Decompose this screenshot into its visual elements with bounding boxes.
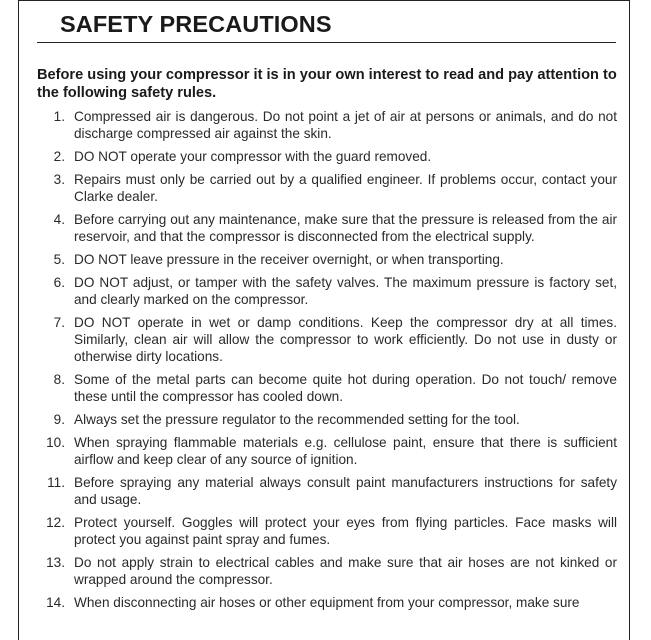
safety-rule-item (37, 211, 617, 245)
safety-rule-item (37, 514, 617, 548)
safety-rule-item (37, 274, 617, 308)
safety-rule-item (37, 148, 617, 165)
rule-text: Do not apply strain to electrical cables and make sure that air hoses are not kinked or wrapped around the compressor. (74, 555, 617, 587)
rule-text: Before spraying any material always consult paint manufacturers instructions for safety and usage. (74, 475, 617, 507)
rule-text: When disconnecting air hoses or other equipment from your compressor, make sure (74, 595, 580, 610)
rule-text: Compressed air is dangerous. Do not point a jet of air at persons or animals, and do not discharge compressed air against the skin. (74, 109, 617, 141)
safety-rule-item (37, 251, 617, 268)
rule-text: When spraying flammable materials e.g. cellulose paint, ensure that there is sufficient airflow and keep clear of any source of ignition. (74, 435, 617, 467)
intro-paragraph: Before using your compressor it is in your own interest to read and pay attention to the following safety rules. (37, 67, 617, 101)
rule-number: 6. (53, 275, 65, 290)
rule-text: Protect yourself. Goggles will protect your eyes from flying particles. Face masks will protect you against paint spray and fumes. (74, 515, 617, 547)
safety-rule-item (37, 108, 617, 142)
rule-text: Always set the pressure regulator to the recommended setting for the tool. (74, 412, 520, 427)
safety-rule-item (37, 434, 617, 468)
rule-number: 12. (46, 515, 65, 530)
rule-text: Repairs must only be carried out by a qualified engineer. If problems occur, contact your Clarke dealer. (74, 172, 617, 204)
rule-text: DO NOT operate in wet or damp conditions. Keep the compressor dry at all times. Similarly, clean air will allow the compressor to work efficiently. Do not use in dusty or otherwise dirty locations. (74, 315, 617, 364)
rule-number: 14. (46, 595, 65, 610)
safety-rule-item (37, 371, 617, 405)
safety-rule-item (37, 411, 617, 428)
rule-text: DO NOT leave pressure in the receiver overnight, or when transporting. (74, 252, 504, 267)
safety-rule-item (37, 474, 617, 508)
rule-number: 2. (53, 149, 65, 164)
safety-rules-list (37, 108, 617, 611)
rule-number: 9. (53, 412, 65, 427)
page-title: SAFETY PRECAUTIONS (60, 11, 332, 37)
rule-text: Some of the metal parts can become quite hot during operation. Do not touch/ remove these until the compressor has cooled down. (74, 372, 617, 404)
rule-text: Before carrying out any maintenance, make sure that the pressure is released from the air reservoir, and that the compressor is disconnected from the electrical supply. (74, 212, 617, 244)
safety-rule-item (37, 314, 617, 365)
rule-number: 11. (47, 475, 65, 490)
rule-number: 8. (53, 372, 65, 387)
rule-text: DO NOT operate your compressor with the guard removed. (74, 149, 432, 164)
rule-number: 13. (46, 555, 65, 570)
rule-number: 10. (46, 435, 65, 450)
rule-text: DO NOT adjust, or tamper with the safety valves. The maximum pressure is factory set, and clearly marked on the compressor. (74, 275, 617, 307)
rule-number: 4. (53, 212, 65, 227)
rule-number: 7. (53, 315, 65, 330)
safety-rule-item (37, 594, 617, 611)
rule-number: 3. (53, 172, 65, 187)
rule-number: 1. (53, 109, 65, 124)
rule-number: 5. (53, 252, 65, 267)
safety-rule-item (37, 554, 617, 588)
safety-rule-item (37, 171, 617, 205)
page-header (37, 0, 616, 43)
